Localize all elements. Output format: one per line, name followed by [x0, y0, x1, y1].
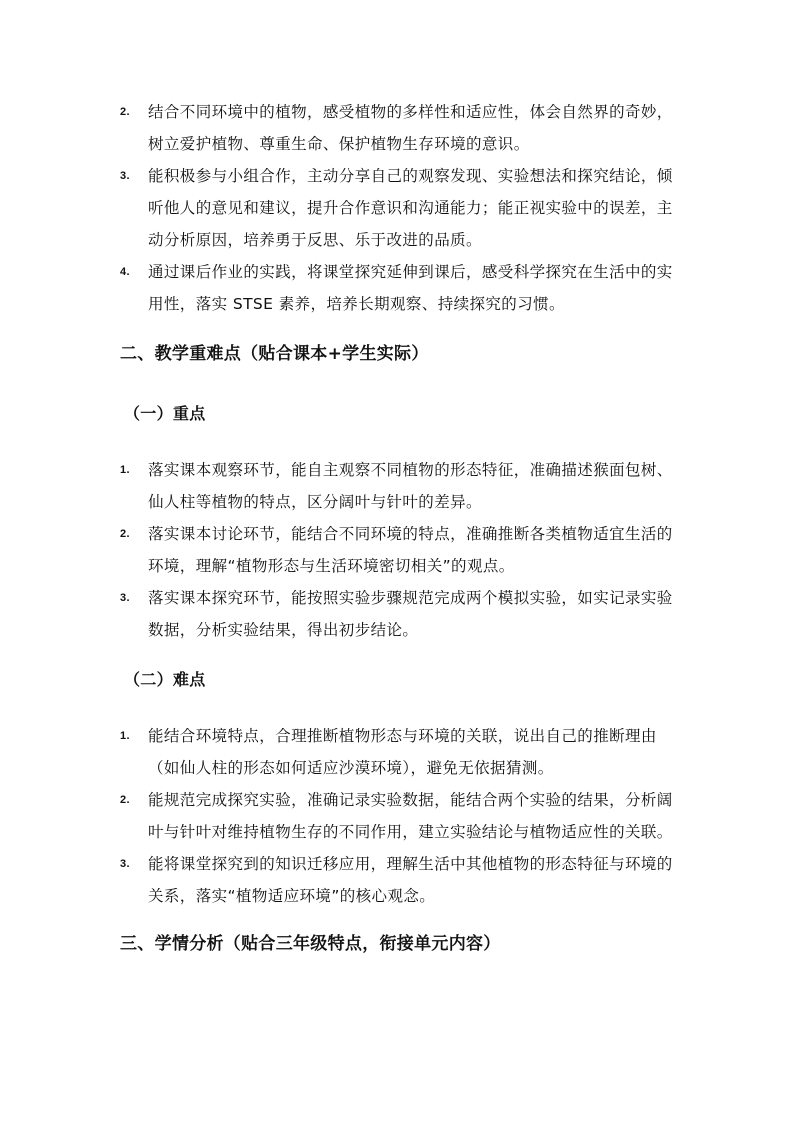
- key-points-list: [0, 454, 794, 646]
- item-text: 能规范完成探究实验，准确记录实验数据，能结合两个实验的结果，分析阔叶与针叶对维持植物生存的不同作用，建立实验结论与植物适应性的关联。: [148, 791, 673, 841]
- subsection-heading-difficult: （二）难点: [124, 670, 206, 689]
- item-number: 3.: [120, 170, 130, 182]
- item-text: 能将课堂探究到的知识迁移应用，理解生活中其他植物的形态特征与环境的关系，落实“植物适应环境”的核心观念。: [148, 855, 673, 905]
- list-item: [0, 784, 794, 848]
- list-item: [0, 96, 794, 160]
- difficult-points-list: [0, 720, 794, 912]
- item-number: 2.: [120, 794, 130, 806]
- list-item: [0, 848, 794, 912]
- section-heading: 二、教学重难点（贴合课本+学生实际）: [120, 344, 429, 364]
- item-number: 2.: [120, 106, 130, 118]
- item-number: 1.: [120, 464, 130, 476]
- list-item: [0, 582, 794, 646]
- item-number: 2.: [120, 528, 130, 540]
- list-item: [0, 518, 794, 582]
- item-number: 3.: [120, 592, 130, 604]
- intro-list: [0, 96, 794, 320]
- list-item: [0, 720, 794, 784]
- subsection-heading-key: （一）重点: [124, 404, 206, 423]
- item-text: 通过课后作业的实践，将课堂探究延伸到课后，感受科学探究在生活中的实用性，落实 STSE 素养，培养长期观察、持续探究的习惯。: [148, 263, 673, 313]
- item-text: 结合不同环境中的植物，感受植物的多样性和适应性，体会自然界的奇妙，树立爱护植物、尊重生命、保护植物生存环境的意识。: [148, 103, 673, 153]
- item-number: 4.: [120, 266, 130, 278]
- item-text: 能积极参与小组合作，主动分享自己的观察发现、实验想法和探究结论，倾听他人的意见和建议，提升合作意识和沟通能力；能正视实验中的误差，主动分析原因，培养勇于反思、乐于改进的品质。: [148, 167, 673, 249]
- item-number: 3.: [120, 858, 130, 870]
- item-text: 落实课本讨论环节，能结合不同环境的特点，准确推断各类植物适宜生活的环境，理解“植物形态与生活环境密切相关”的观点。: [148, 525, 673, 575]
- list-item: [0, 256, 794, 320]
- item-text: 落实课本观察环节，能自主观察不同植物的形态特征，准确描述猴面包树、仙人柱等植物的特点，区分阔叶与针叶的差异。: [148, 461, 673, 511]
- section-heading: 三、学情分析（贴合三年级特点，衔接单元内容）: [120, 934, 501, 954]
- item-text: 能结合环境特点，合理推断植物形态与环境的关联，说出自己的推断理由（如仙人柱的形态如何适应沙漠环境），避免无依据猜测。: [148, 727, 657, 777]
- item-text: 落实课本探究环节，能按照实验步骤规范完成两个模拟实验，如实记录实验数据，分析实验结果，得出初步结论。: [148, 589, 673, 639]
- list-item: [0, 454, 794, 518]
- item-number: 1.: [120, 730, 130, 742]
- list-item: [0, 160, 794, 256]
